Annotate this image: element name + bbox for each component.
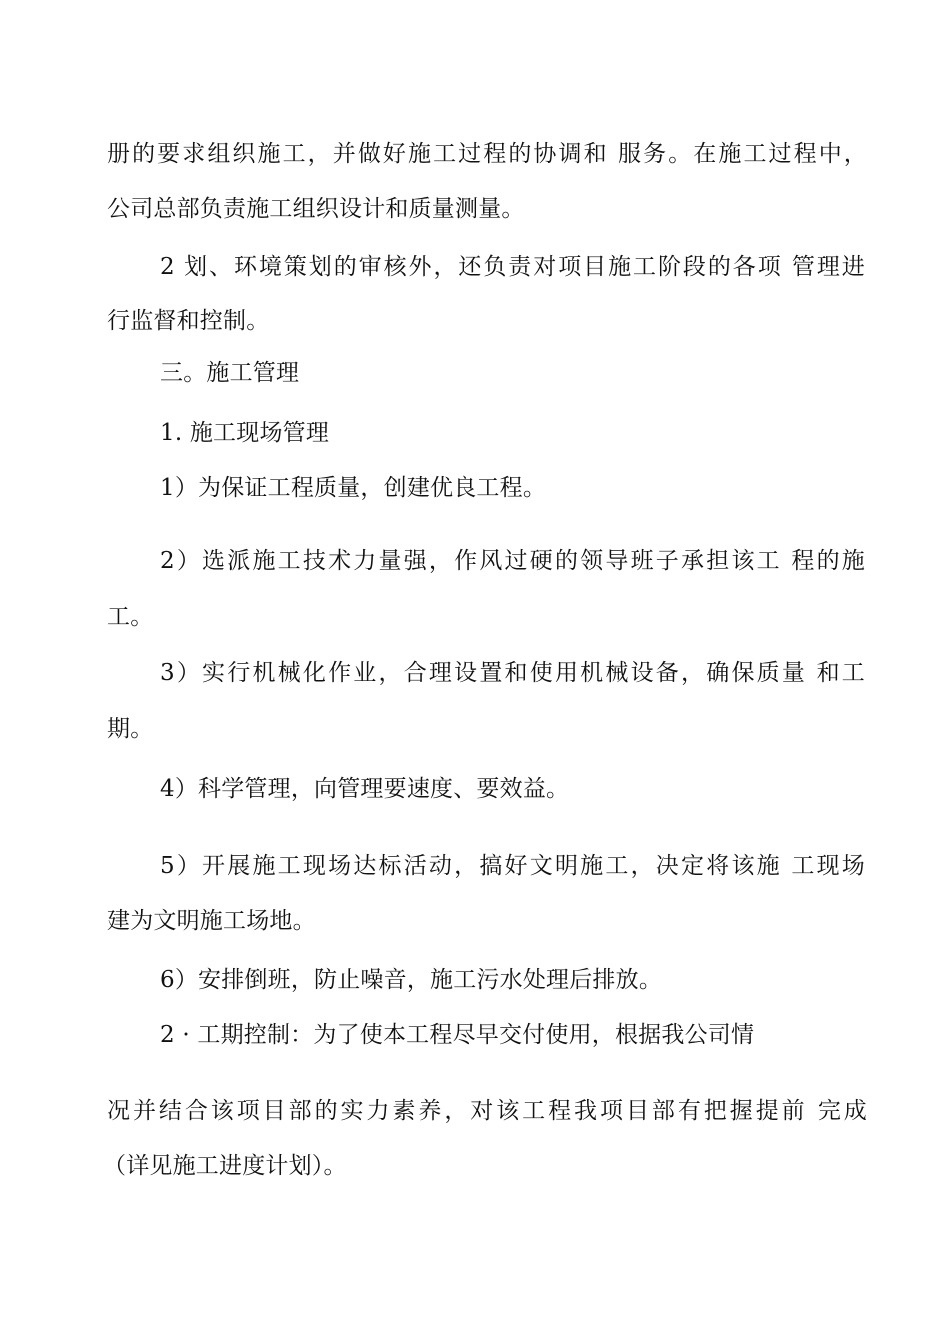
paragraph-line: 2 划、环境策划的审核外，还负责对项目施工阶段的各项 管理进 [160,254,865,280]
list-item: 4）科学管理，向管理要速度、要效益。 [160,776,570,802]
section-heading: 三。施工管理 [160,360,300,386]
paragraph-line: 行监督和控制。 [107,308,270,334]
list-item: 5）开展施工现场达标活动，搞好文明施工，决定将该施 工现场 [160,853,865,879]
list-item: 3）实行机械化作业，合理设置和使用机械设备，确保质量 和工 [160,660,865,686]
list-item: 1）为保证工程质量，创建优良工程。 [160,475,547,501]
paragraph-line: 册的要求组织施工，并做好施工过程的协调和 服务。在施工过程中， [107,141,867,167]
list-item-continuation: 期。 [107,716,154,742]
subsection-heading: 1. 施工现场管理 [160,420,330,446]
paragraph-line: 况并结合该项目部的实力素养，对该工程我项目部有把握提前 完成 [107,1098,867,1124]
list-item-continuation: 建为文明施工场地。 [107,908,316,934]
list-item: 6）安排倒班，防止噪音，施工污水处理后排放。 [160,967,663,993]
list-item-continuation: 工。 [107,604,154,630]
paragraph-line: （详见施工进度计划）。 [103,1153,347,1179]
list-item: 2）选派施工技术力量强，作风过硬的领导班子承担该工 程的施 [160,548,865,574]
subsection-paragraph: 2 · 工期控制：为了使本工程尽早交付使用，根据我公司情 [160,1022,755,1048]
paragraph-line: 公司总部负责施工组织设计和质量测量。 [107,196,525,222]
